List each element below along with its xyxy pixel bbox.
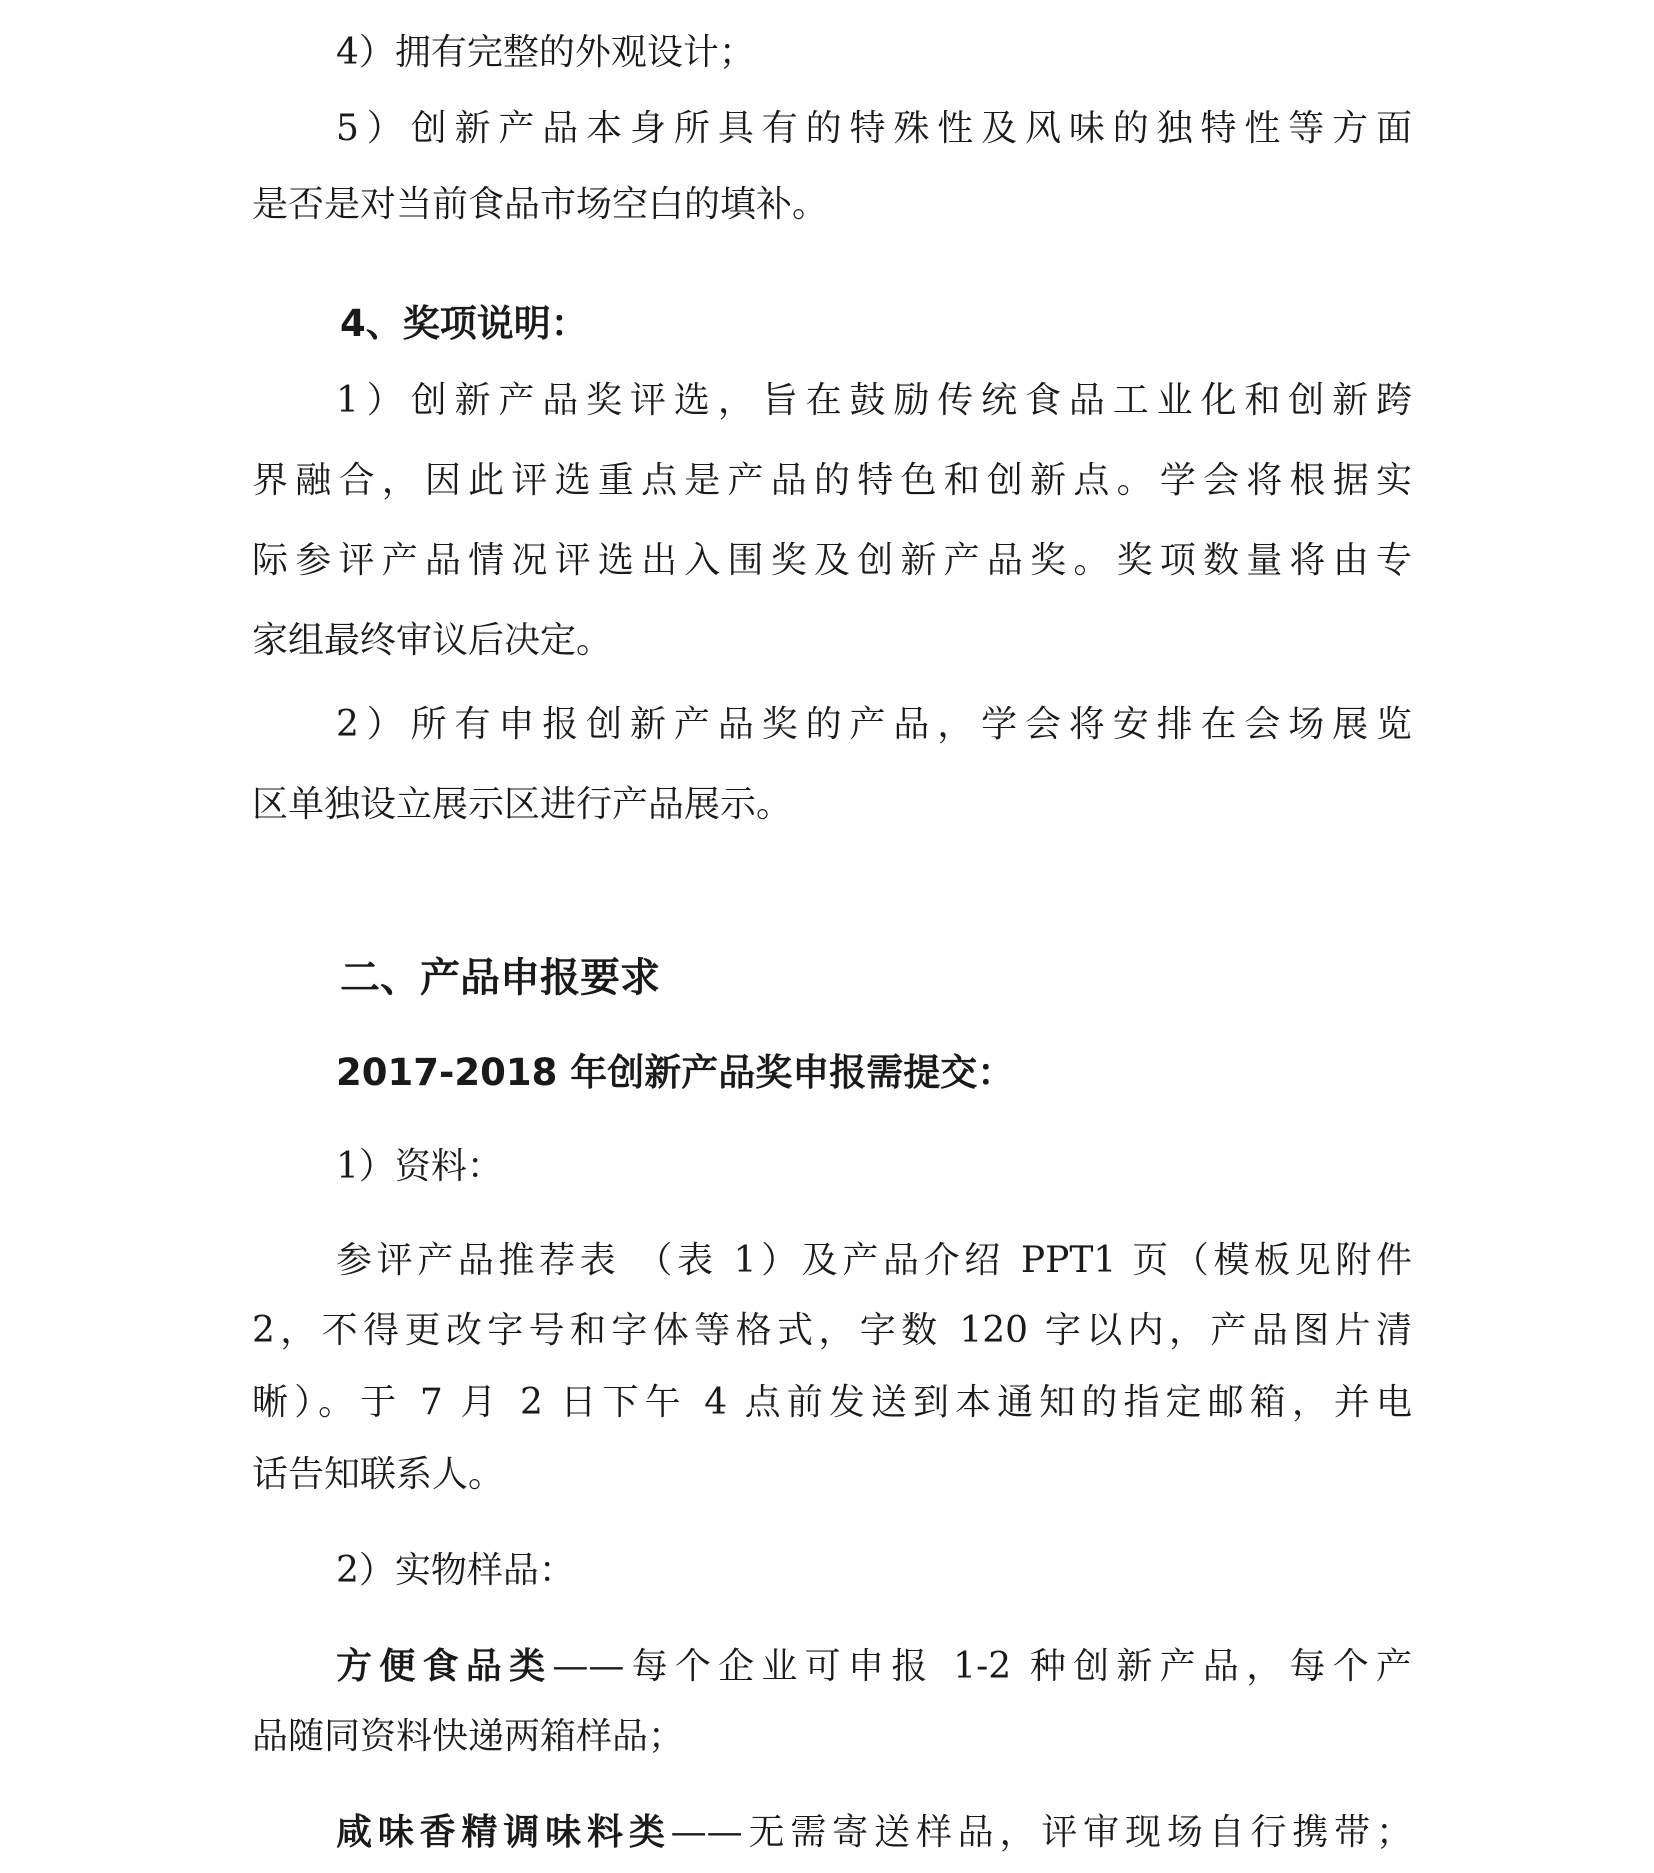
- req-2-heading: 2）实物样品：: [336, 1550, 575, 1591]
- award-1-line-2: 界融合，因此评选重点是产品的特色和创新点。学会将根据实: [252, 460, 1412, 501]
- category-2-text: ——无需寄送样品，评审现场自行携带；: [670, 1812, 1412, 1853]
- category-2-line-1: [336, 1808, 1412, 1858]
- main-heading: 二、产品申报要求: [340, 955, 660, 1001]
- award-1-line-3: 际参评产品情况评选出入围奖及创新产品奖。奖项数量将由专: [252, 540, 1412, 581]
- sub-heading: 2017-2018 年创新产品奖申报需提交：: [336, 1051, 1015, 1094]
- req-1-heading: 1）资料：: [336, 1146, 503, 1187]
- award-2-line-2: 区单独设立展示区进行产品展示。: [252, 784, 793, 825]
- category-1-line-1: [336, 1642, 1412, 1692]
- section-4-heading: 4、奖项说明：: [340, 302, 588, 345]
- req-1-line-2: 2，不得更改字号和字体等格式，字数 120 字以内，产品图片清: [252, 1310, 1412, 1351]
- req-1-line-1: 参评产品推荐表 （表 1）及产品介绍 PPT1 页（模板见附件: [336, 1240, 1412, 1281]
- item-5-line-2: 是否是对当前食品市场空白的填补。: [252, 184, 829, 225]
- award-1-line-4: 家组最终审议后决定。: [252, 620, 613, 661]
- award-2-line-1: 2）所有申报创新产品奖的产品，学会将安排在会场展览: [336, 704, 1412, 745]
- category-1-label: 方便食品类: [336, 1646, 553, 1687]
- category-1-line-2: 品随同资料快递两箱样品；: [252, 1716, 685, 1757]
- item-4-line: 4）拥有完整的外观设计；: [336, 32, 755, 73]
- award-1-line-1: 1）创新产品奖评选，旨在鼓励传统食品工业化和创新跨: [336, 380, 1412, 421]
- category-2-label: 咸味香精调味料类: [336, 1812, 671, 1853]
- item-5-line-1: 5）创新产品本身所具有的特殊性及风味的独特性等方面: [336, 108, 1412, 149]
- category-1-text: ——每个企业可申报 1-2 种创新产品，每个产: [552, 1646, 1412, 1687]
- req-1-line-4: 话告知联系人。: [252, 1454, 505, 1495]
- req-1-line-3: 晰）。于 7 月 2 日下午 4 点前发送到本通知的指定邮箱，并电: [252, 1382, 1412, 1423]
